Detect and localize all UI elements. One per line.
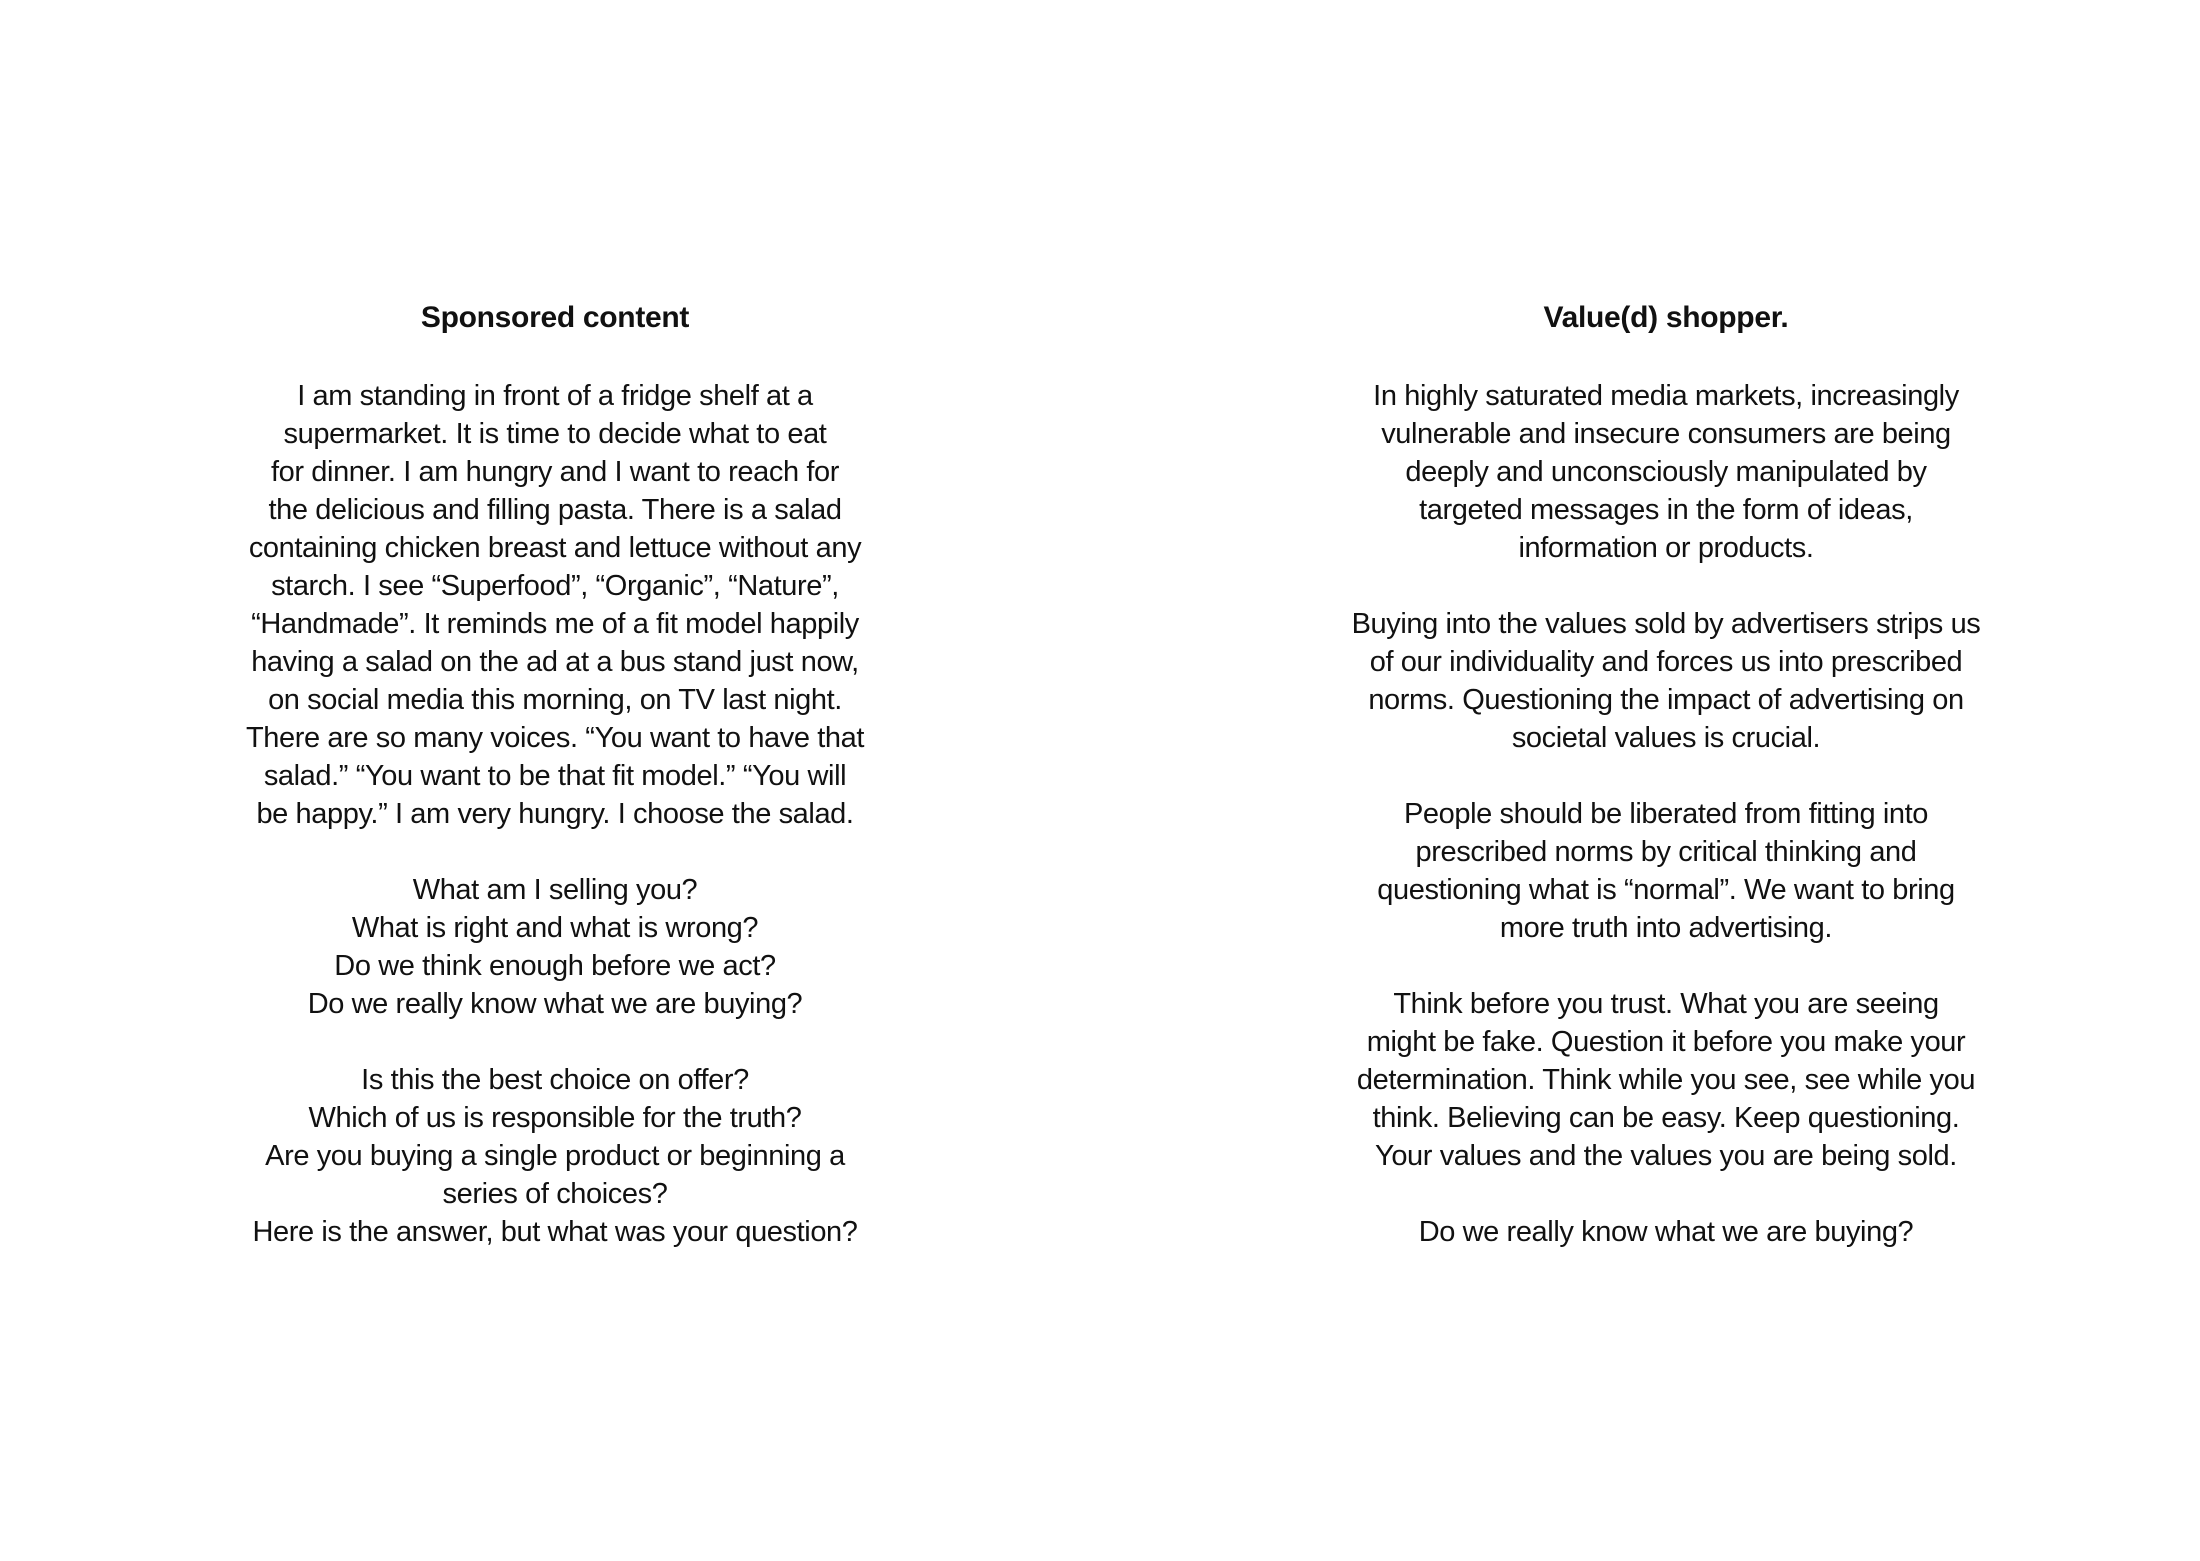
left-column-title: Sponsored content (420, 301, 690, 334)
text-line: targeted messages in the form of ideas, (1419, 494, 1913, 526)
left-paragraph-questions-1 (105, 871, 1005, 1023)
left-paragraph-narrative (105, 377, 1005, 833)
text-line: salad.” “You want to be that fit model.” “You will (263, 760, 847, 792)
text-line: think. Believing can be easy. Keep questioning. (1372, 1102, 1960, 1134)
text-line: prescribed norms by critical thinking and (1415, 836, 1917, 868)
right-paragraph-liberation (1216, 795, 2116, 947)
right-column-valued-shopper (1216, 299, 2116, 1289)
text-line: series of choices? (442, 1178, 668, 1210)
text-line: determination. Think while you see, see while you (1356, 1064, 1976, 1096)
text-line: Do we think enough before we act? (334, 950, 776, 982)
text-line: Do we really know what we are buying? (307, 988, 803, 1020)
text-line: vulnerable and insecure consumers are being (1381, 418, 1951, 450)
text-line: Are you buying a single product or beginning a (265, 1140, 845, 1172)
text-line: Is this the best choice on offer? (361, 1064, 749, 1096)
text-line: norms. Questioning the impact of advertising on (1368, 684, 1964, 716)
right-paragraph-values (1216, 605, 2116, 757)
text-line: Buying into the values sold by advertisers strips us (1351, 608, 1981, 640)
text-line: societal values is crucial. (1511, 722, 1821, 754)
text-line: might be fake. Question it before you make your (1366, 1026, 1966, 1058)
right-paragraph-think (1216, 985, 2116, 1175)
text-line: I am standing in front of a fridge shelf at a (297, 380, 813, 412)
text-line: questioning what is “normal”. We want to bring (1377, 874, 1955, 906)
text-line: What am I selling you? (412, 874, 698, 906)
left-column-sponsored-content (105, 299, 1005, 1289)
text-line: “Handmade”. It reminds me of a fit model happily (251, 608, 859, 640)
text-line: In highly saturated media markets, increasingly (1373, 380, 1959, 412)
text-line: Do we really know what we are buying? (1418, 1216, 1914, 1248)
text-line: Your values and the values you are being sold. (1375, 1140, 1957, 1172)
text-line: containing chicken breast and lettuce without any (248, 532, 862, 564)
text-line: deeply and unconsciously manipulated by (1405, 456, 1927, 488)
text-line: What is right and what is wrong? (351, 912, 759, 944)
text-line: of our individuality and forces us into prescribed (1369, 646, 1963, 678)
text-line: There are so many voices. “You want to have that (245, 722, 865, 754)
right-column-title: Value(d) shopper. (1543, 301, 1789, 334)
text-line: on social media this morning, on TV last night. (268, 684, 842, 716)
text-line: Think before you trust. What you are seeing (1393, 988, 1939, 1020)
text-line: the delicious and filling pasta. There is a salad (268, 494, 842, 526)
text-line: for dinner. I am hungry and I want to reach for (271, 456, 839, 488)
left-paragraph-questions-2 (105, 1061, 1005, 1251)
text-line: People should be liberated from fitting into (1403, 798, 1929, 830)
text-line: having a salad on the ad at a bus stand just now, (251, 646, 859, 678)
text-line: more truth into advertising. (1499, 912, 1833, 944)
text-line: be happy.” I am very hungry. I choose the salad. (256, 798, 854, 830)
text-line: information or products. (1518, 532, 1814, 564)
right-paragraph-closing-question (1216, 1213, 2116, 1251)
right-paragraph-media-markets (1216, 377, 2116, 567)
text-line: starch. I see “Superfood”, “Organic”, “Nature”, (271, 570, 839, 602)
text-line: Here is the answer, but what was your question? (252, 1216, 858, 1248)
text-line: supermarket. It is time to decide what to eat (283, 418, 827, 450)
text-line: Which of us is responsible for the truth? (308, 1102, 802, 1134)
